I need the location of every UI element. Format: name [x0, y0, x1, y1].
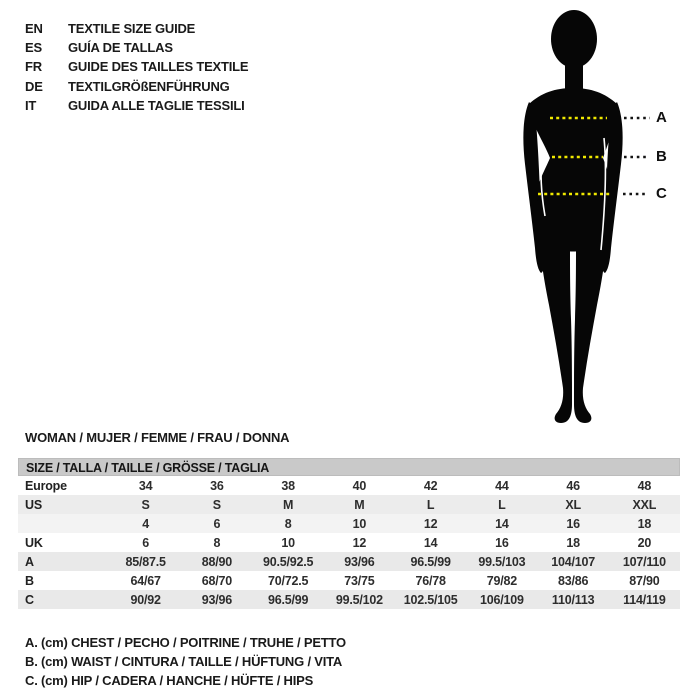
table-row — [18, 552, 680, 571]
size-table-header: SIZE / TALLA / TAILLE / GRÖSSE / TAGLIA — [18, 458, 680, 476]
table-cell: 42 — [423, 478, 438, 493]
table-cell: S — [141, 497, 150, 512]
language-list — [25, 19, 248, 115]
table-row-label: US — [25, 497, 42, 512]
size-table — [18, 458, 680, 609]
table-row — [18, 590, 680, 609]
table-cell: 10 — [281, 535, 295, 550]
table-cell: M — [283, 497, 294, 512]
table-cell: 76/78 — [415, 573, 446, 588]
table-cell: 102.5/105 — [403, 592, 458, 607]
table-cell: 87/90 — [629, 573, 660, 588]
language-row — [25, 57, 248, 76]
table-row — [18, 514, 680, 533]
table-cell: 6 — [142, 535, 149, 550]
table-cell: 104/107 — [551, 554, 596, 569]
language-label: GUÍA DE TALLAS — [68, 40, 173, 56]
language-code: FR — [25, 59, 42, 75]
table-cell: 10 — [352, 516, 367, 531]
language-code: IT — [25, 97, 37, 113]
table-cell: S — [212, 497, 221, 512]
table-cell: 79/82 — [486, 573, 518, 588]
table-row — [18, 495, 680, 514]
section-title-woman: WOMAN / MUJER / FEMME / FRAU / DONNA — [25, 430, 290, 445]
table-cell: 48 — [637, 478, 652, 493]
legend-line: A. (cm) CHEST / PECHO / POITRINE / TRUHE / PETTO — [25, 635, 346, 650]
table-cell: 46 — [566, 478, 580, 493]
table-cell: 34 — [138, 478, 153, 493]
table-cell: 18 — [637, 516, 652, 531]
table-row — [18, 476, 680, 495]
language-row — [25, 77, 248, 96]
table-cell: L — [498, 497, 506, 512]
table-cell: 36 — [210, 478, 224, 493]
table-cell: 107/110 — [622, 554, 666, 569]
table-cell: 12 — [423, 516, 438, 531]
table-cell: XXL — [632, 497, 657, 512]
table-cell: 88/90 — [201, 554, 233, 569]
table-cell: 64/67 — [130, 573, 161, 588]
table-cell: 20 — [637, 535, 652, 550]
table-cell: 70/72.5 — [267, 573, 309, 588]
table-cell: 83/86 — [557, 573, 589, 588]
table-cell: L — [426, 497, 435, 512]
table-row — [18, 533, 680, 552]
table-row-label: Europe — [25, 478, 67, 493]
table-cell: 14 — [495, 516, 509, 531]
table-cell: 18 — [566, 535, 580, 550]
table-cell: 6 — [213, 516, 221, 531]
table-cell: 40 — [352, 478, 367, 493]
table-cell: M — [354, 497, 365, 512]
table-cell: 68/70 — [201, 573, 233, 588]
table-cell: 93/96 — [201, 592, 233, 607]
table-cell: 90.5/92.5 — [262, 554, 314, 569]
table-cell: 8 — [213, 535, 221, 550]
table-cell: 85/87.5 — [125, 554, 166, 569]
language-label: TEXTILGRÖßENFÜHRUNG — [68, 78, 230, 94]
table-row-label: UK — [25, 535, 43, 550]
table-row-label: B — [25, 573, 34, 588]
table-cell: 14 — [423, 535, 438, 550]
table-cell: XL — [565, 497, 581, 512]
table-cell: 99.5/102 — [335, 592, 383, 607]
table-cell: 90/92 — [130, 592, 161, 607]
measure-label-hip: C — [656, 185, 667, 202]
table-cell: 38 — [281, 478, 295, 493]
table-row-label: C — [25, 592, 34, 607]
table-cell: 96.5/99 — [410, 554, 451, 569]
table-cell: 12 — [352, 535, 367, 550]
language-code: EN — [25, 21, 43, 37]
table-cell: 8 — [284, 516, 292, 531]
language-label: TEXTILE SIZE GUIDE — [68, 21, 196, 37]
woman-silhouette-figure — [492, 8, 662, 428]
table-cell: 99.5/103 — [478, 554, 526, 569]
language-label: GUIDE DES TAILLES TEXTILE — [68, 59, 249, 75]
measure-label-chest: A — [656, 109, 667, 126]
language-row — [25, 38, 248, 57]
table-row — [18, 571, 680, 590]
table-cell: 96.5/99 — [267, 592, 309, 607]
language-row — [25, 19, 248, 38]
table-cell: 106/109 — [479, 592, 524, 607]
table-cell: 4 — [142, 516, 149, 531]
legend-line: B. (cm) WAIST / CINTURA / TAILLE / HÜFTUNG / VITA — [25, 654, 343, 670]
table-cell: 16 — [495, 535, 509, 550]
woman-silhouette-icon — [492, 8, 662, 428]
table-cell: 73/75 — [344, 573, 375, 588]
table-cell: 110/113 — [551, 592, 595, 607]
table-cell: 114/119 — [623, 592, 666, 607]
language-code: DE — [25, 78, 43, 94]
table-cell: 93/96 — [344, 554, 375, 569]
measure-label-waist: B — [656, 148, 667, 165]
table-cell: 44 — [495, 478, 509, 493]
language-code: ES — [25, 40, 42, 56]
table-cell: 16 — [566, 516, 580, 531]
language-label: GUIDA ALLE TAGLIE TESSILI — [68, 97, 245, 113]
silhouette-neck — [565, 52, 583, 90]
measurement-legend — [25, 635, 346, 693]
legend-line: C. (cm) HIP / CADERA / HANCHE / HÜFTE / HIPS — [25, 673, 314, 689]
language-row — [25, 96, 248, 115]
table-row-label: A — [25, 554, 34, 569]
